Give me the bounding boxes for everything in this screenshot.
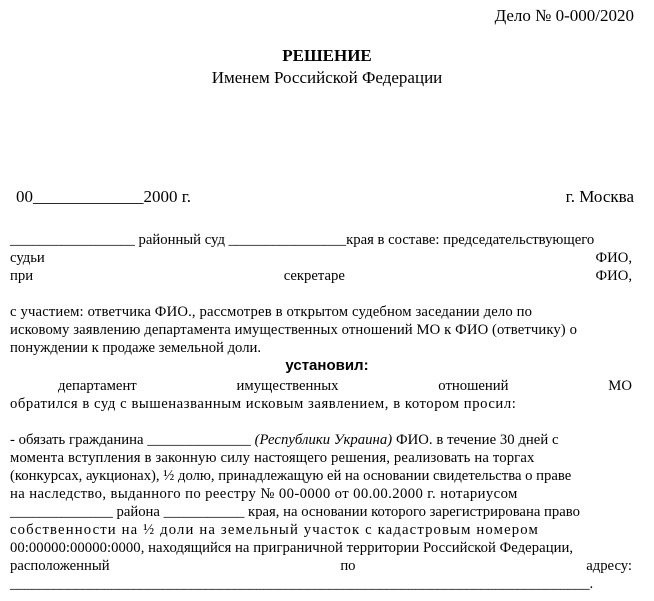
- word-mo: МО: [608, 378, 632, 394]
- request-line-5: ______________ района ___________ края, на основании которого зарегистрирована право: [10, 504, 580, 520]
- request-line-8: [10, 557, 632, 575]
- secretary-name: ФИО,: [595, 268, 632, 284]
- request-line-3: (конкурсах, аукционах), ½ долю, принадлежащую ей на основании свидетельства о праве: [10, 468, 572, 484]
- court-composition-line: _________________ районный суд ________________края в составе: председательствующего: [10, 232, 595, 248]
- document-title: РЕШЕНИЕ: [282, 46, 372, 65]
- request-suffix: ФИО. в течение 30 дней с: [392, 432, 559, 448]
- word-relations: отношений: [438, 378, 509, 394]
- judge-label: судьи: [10, 250, 45, 266]
- request-prefix: - обязать гражданина ______________: [10, 432, 255, 448]
- judge-line: [10, 249, 632, 267]
- word-by: по: [340, 558, 356, 574]
- word-located: расположенный: [10, 558, 110, 574]
- request-line-1: [10, 431, 632, 449]
- body-paragraph-1-line-2: обратился в суд с вышеназванным исковым заявлением, в котором просил:: [10, 396, 517, 412]
- secretary-label: секретаре: [283, 268, 345, 284]
- secretary-line: [10, 267, 632, 285]
- participation-line-3: понуждении к продаже земельной доли.: [10, 340, 262, 356]
- word-department: департамент: [58, 378, 137, 394]
- request-line-7: 00:00000:00000:0000, находящийся на приграничной территории Российской Федерации,: [10, 540, 574, 556]
- body-paragraph-1-line-1: [10, 377, 632, 395]
- established-heading: установил:: [285, 357, 369, 374]
- decision-city: г. Москва: [565, 187, 634, 206]
- document-subtitle: Именем Российской Федерации: [211, 68, 443, 87]
- word-address: адресу:: [586, 558, 632, 574]
- request-line-2: момента вступления в законную силу настоящего решения, реализовать на торгах: [10, 450, 535, 466]
- participation-line-1: с участием: ответчика ФИО., рассмотрев в открытом судебном заседании дело по: [10, 304, 533, 320]
- request-line-4: на наследство, выданного по реестру № 00-0000 от 00.00.2000 г. нотариусом: [10, 486, 518, 502]
- judge-name: ФИО,: [595, 250, 632, 266]
- case-number: Дело № 0-000/2020: [494, 6, 634, 25]
- word-property: имущественных: [236, 378, 339, 394]
- request-line-9: ________________________________________________________________________________.: [10, 576, 594, 592]
- decision-date: 00_____________2000 г.: [16, 187, 192, 206]
- request-citizenship: (Республики Украина): [254, 432, 393, 448]
- request-line-6: собственности на ½ доли на земельный участок с кадастровым номером: [10, 522, 539, 538]
- participation-line-2: исковому заявлению департамента имущественных отношений МО к ФИО (ответчику) о: [10, 322, 578, 338]
- secretary-prefix: при: [10, 268, 34, 284]
